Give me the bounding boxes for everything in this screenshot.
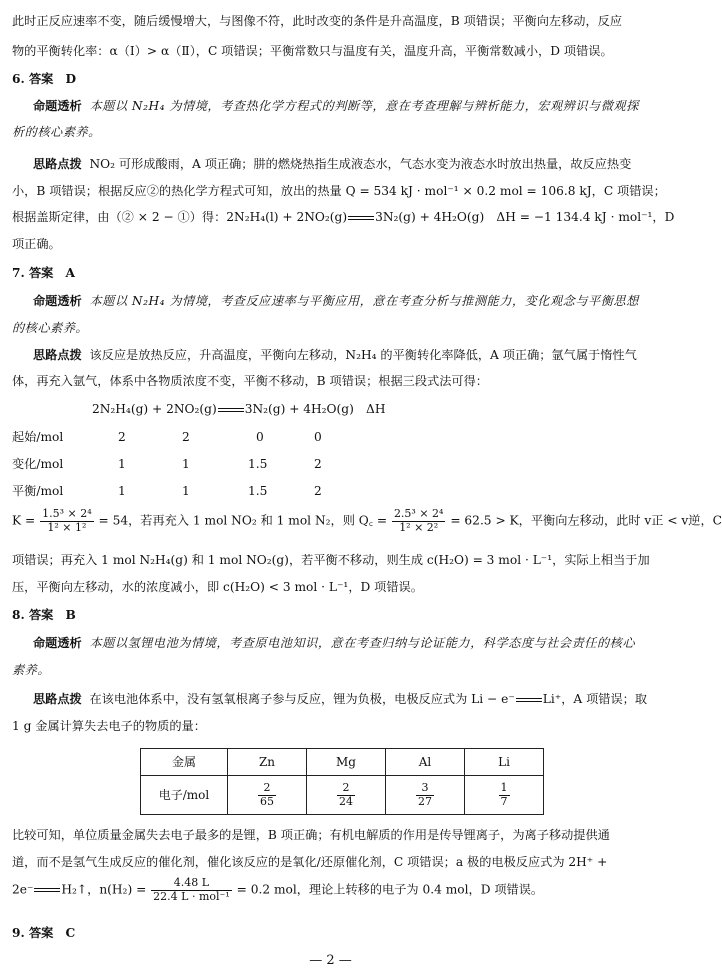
numerator: 2.5³ × 2⁴ bbox=[393, 507, 444, 520]
table-header-cell: Al bbox=[386, 749, 465, 776]
table-header-cell: 金属 bbox=[141, 749, 228, 776]
table-cell bbox=[228, 776, 307, 815]
k-label: K = bbox=[12, 513, 36, 528]
numerator: 2 bbox=[258, 782, 276, 796]
numerator: 2 bbox=[337, 782, 355, 796]
text-line: 道，而不是氢气生成反应的催化剂，催化该反应的是氧化/还原催化剂，C 项错误；a 极的电极反应式为 2H⁺ + bbox=[12, 855, 608, 869]
table-cell bbox=[386, 776, 465, 815]
numerator: 4.48 L bbox=[151, 877, 232, 891]
table-header-cell: Li bbox=[465, 749, 544, 776]
analysis-text: 析的核心素养。 bbox=[12, 125, 101, 139]
text-line: 此时正反应速率不变，随后缓慢增大，与图像不符，此时改变的条件是升高温度，B 项错误；平衡向左移动，反应 bbox=[12, 14, 623, 28]
denominator: 24 bbox=[339, 794, 353, 808]
k-expression-line bbox=[12, 508, 722, 534]
moles-fraction bbox=[151, 877, 232, 903]
text-line: 项正确。 bbox=[12, 237, 61, 251]
denominator: 1² × 2² bbox=[399, 520, 439, 534]
hint-text: 在该电池体系中，没有氢氧根离子参与反应，锂为负极，电极反应式为 Li − e⁻ bbox=[89, 692, 515, 706]
text-line: 物的平衡转化率：α（Ⅰ）> α（Ⅱ），C 项错误；平衡常数只与温度有关，温度升高，平衡常数减小，D 项错误。 bbox=[12, 44, 613, 58]
numerator: 1 bbox=[500, 780, 508, 794]
k-text: = 54，若再充入 1 mol NO₂ 和 1 mol N₂，则 Q꜀ = bbox=[98, 513, 388, 528]
hint-tag: 思路点拨 bbox=[33, 692, 82, 706]
text-line: 压，平衡向左移动，水的浓度减小，即 c(H₂O) < 3 mol · L⁻¹，D 项错误。 bbox=[12, 580, 423, 594]
fraction bbox=[258, 782, 276, 808]
analysis-text: 素养。 bbox=[12, 663, 51, 677]
moles-expression-line bbox=[12, 877, 543, 903]
text-line bbox=[33, 692, 647, 707]
text-line bbox=[33, 99, 639, 114]
analysis-tag: 命题透析 bbox=[33, 294, 82, 308]
stage-label: 起始/mol bbox=[12, 430, 64, 444]
text-line bbox=[12, 321, 88, 336]
table-header-cell: Zn bbox=[228, 749, 307, 776]
stage-value: 1.5 bbox=[248, 484, 268, 498]
equation-text: = 0.2 mol，理论上转移的电子为 0.4 mol，D 项错误。 bbox=[236, 882, 544, 897]
equilibrium-sign bbox=[348, 216, 374, 220]
analysis-text: 本题以 N₂H₄ 为情境，考查反应速率与平衡应用，意在考查分析与推测能力，变化观念与平衡思想 bbox=[89, 294, 639, 308]
fraction bbox=[337, 782, 355, 808]
question-8-answer: 8. 答案 B bbox=[12, 608, 76, 622]
table-header-row bbox=[141, 749, 544, 776]
table-cell bbox=[307, 776, 386, 815]
stage-value: 2 bbox=[314, 484, 322, 498]
stage-value: 1 bbox=[118, 484, 126, 498]
stage-value: 1 bbox=[118, 457, 126, 471]
text-line bbox=[33, 294, 639, 309]
equation-right: 3N₂(g) + 4H₂O(g) ΔH = −1 134.4 kJ · mol⁻¹，D bbox=[375, 210, 675, 224]
equation-text: H₂↑，n(H₂) = bbox=[61, 882, 147, 897]
numerator: 1.5³ × 2⁴ bbox=[42, 507, 92, 520]
text-line bbox=[33, 157, 631, 172]
analysis-text: 本题以 N₂H₄ 为情境，考查热化学方程式的判断等，意在考查理解与辨析能力，宏观辨识与微观探 bbox=[89, 99, 639, 113]
stage-label: 变化/mol bbox=[12, 457, 64, 471]
stage-value: 1 bbox=[182, 484, 190, 498]
text-line bbox=[12, 125, 101, 140]
stage-value: 1.5 bbox=[248, 457, 268, 471]
analysis-tag: 命题透析 bbox=[33, 99, 82, 113]
hint-text: NO₂ 可形成酸雨，A 项正确；肼的燃烧热指生成液态水，气态水变为液态水时放出热量，故反应热变 bbox=[89, 157, 632, 171]
text-line bbox=[33, 636, 635, 651]
hint-text: 该反应是放热反应，升高温度，平衡向左移动，N₂H₄ 的平衡转化率降低，A 项正确；氩气属于惰性气 bbox=[89, 348, 637, 362]
k-fraction bbox=[40, 508, 94, 534]
equation-left: 2N₂H₄(g) + 2NO₂(g) bbox=[92, 402, 217, 416]
stage-value: 1 bbox=[182, 457, 190, 471]
hint-tag: 思路点拨 bbox=[33, 348, 82, 362]
stage-value: 0 bbox=[314, 430, 322, 444]
page-number: — 2 — bbox=[309, 953, 352, 968]
text-line bbox=[12, 210, 674, 225]
denominator: 65 bbox=[260, 794, 274, 808]
stage-label: 平衡/mol bbox=[12, 484, 64, 498]
equation-right: 3N₂(g) + 4H₂O(g) ΔH bbox=[244, 402, 386, 416]
equals-sign bbox=[34, 888, 60, 892]
denominator: 27 bbox=[418, 794, 432, 808]
k-text: = 62.5 > K，平衡向左移动，此时 v正 < v逆，C bbox=[450, 513, 722, 528]
table-row bbox=[141, 776, 544, 815]
text-line: 小，B 项错误；根据反应②的热化学方程式可知，放出的热量 Q = 534 kJ · mol⁻¹ × 0.2 mol = 106.8 kJ，C 项错误； bbox=[12, 184, 666, 198]
text-line: 体，再充入氩气，体系中各物质浓度不变，平衡不移动，B 项错误；根据三段式法可得： bbox=[12, 374, 488, 388]
analysis-text: 本题以氢锂电池为情境，考查原电池知识，意在考查归纳与论证能力，科学态度与社会责任的核心 bbox=[89, 636, 636, 650]
electron-table bbox=[140, 748, 544, 815]
fraction bbox=[416, 782, 434, 808]
equilibrium-sign bbox=[218, 408, 244, 412]
three-stage-equation bbox=[92, 402, 385, 417]
text-line bbox=[33, 348, 637, 363]
text-line: 比较可知，单位质量金属失去电子最多的是锂，B 项正确；有机电解质的作用是传导锂离子，为离子移动提供通 bbox=[12, 828, 610, 842]
hint-text: Li⁺，A 项错误；取 bbox=[542, 692, 648, 706]
denominator: 7 bbox=[500, 794, 508, 808]
stage-value: 2 bbox=[182, 430, 190, 444]
equals-sign bbox=[516, 698, 542, 702]
denominator: 22.4 L · mol⁻¹ bbox=[153, 889, 230, 903]
hint-tag: 思路点拨 bbox=[33, 157, 82, 171]
table-cell bbox=[465, 776, 544, 815]
stage-value: 0 bbox=[256, 430, 264, 444]
equation-left: 根据盖斯定律，由（② × 2 − ①）得：2N₂H₄(l) + 2NO₂(g) bbox=[12, 210, 348, 224]
equation-text: 2e⁻ bbox=[12, 882, 34, 897]
stage-value: 2 bbox=[314, 457, 322, 471]
table-header-cell: Mg bbox=[307, 749, 386, 776]
stage-value: 2 bbox=[118, 430, 126, 444]
text-line bbox=[12, 663, 50, 678]
question-9-answer: 9. 答案 C bbox=[12, 926, 76, 940]
fraction bbox=[499, 782, 510, 808]
analysis-text: 的核心素养。 bbox=[12, 321, 89, 335]
question-7-answer: 7. 答案 A bbox=[12, 266, 75, 280]
denominator: 1² × 1² bbox=[47, 520, 87, 534]
text-line: 1 g 金属计算失去电子的物质的量： bbox=[12, 719, 206, 733]
numerator: 3 bbox=[416, 782, 434, 796]
analysis-tag: 命题透析 bbox=[33, 636, 82, 650]
q-fraction bbox=[392, 508, 446, 534]
table-row-label: 电子/mol bbox=[141, 776, 228, 815]
question-6-answer: 6. 答案 D bbox=[12, 72, 77, 86]
text-line: 项错误；再充入 1 mol N₂H₄(g) 和 1 mol NO₂(g)，若平衡不移动，则生成 c(H₂O) = 3 mol · L⁻¹，实际上相当于加 bbox=[12, 553, 650, 567]
